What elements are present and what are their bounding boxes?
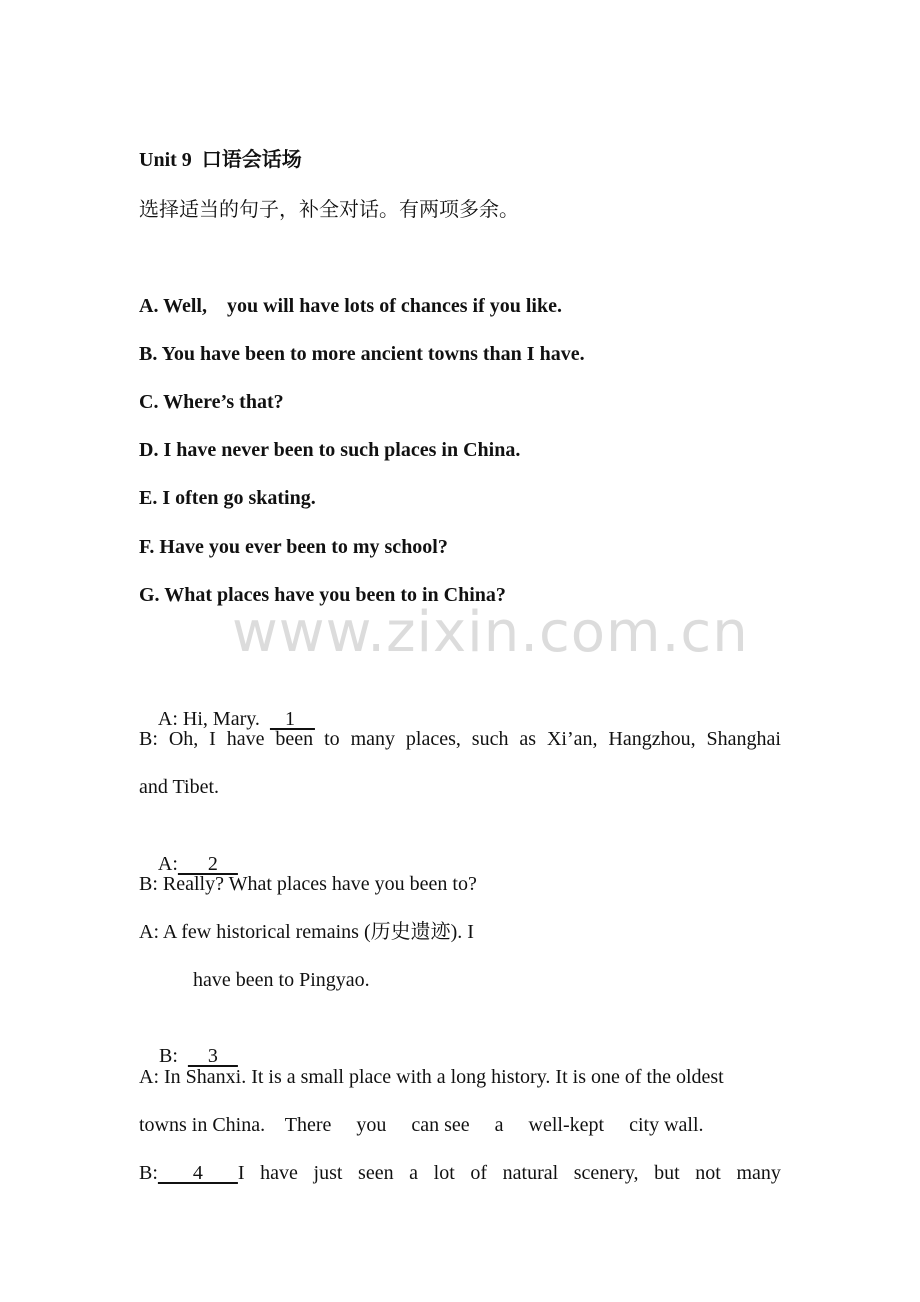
word: just [313, 1162, 343, 1184]
word: but [654, 1162, 680, 1184]
word: places, [405, 728, 461, 750]
blank-3: 3 [187, 1045, 238, 1067]
option-b: B. You have been to more ancient towns than I have. [139, 343, 585, 365]
unit-title: Unit 9 口语会话场 [139, 149, 302, 171]
dialogue-line-7: have been to Pingyao. [193, 969, 370, 991]
dialogue-line-1-text: A: Hi, Mary. [157, 708, 270, 730]
dialogue-line-3: and Tibet. [139, 776, 220, 798]
dialogue-line-9: A: In Shanxi. It is a small place with a long history. It is one of the oldest [139, 1066, 724, 1088]
option-e: E. I often go skating. [139, 487, 316, 509]
dialogue-line-2 [139, 725, 781, 753]
option-f: F. Have you ever been to my school? [139, 536, 448, 558]
blank-4: 4 [157, 1162, 238, 1184]
dialogue-line-4-text: A: [157, 853, 178, 875]
word: seen [358, 1162, 394, 1184]
word: as [519, 728, 537, 750]
dialogue-line-8-text: B: [159, 1045, 188, 1067]
word: scenery, [573, 1162, 639, 1184]
blank-1: 1 [269, 708, 315, 730]
watermark: www.zixin.com.cn [232, 600, 749, 665]
word: have [226, 728, 265, 750]
word: to [324, 728, 340, 750]
word: Oh, [168, 728, 199, 750]
word: many [736, 1162, 781, 1184]
word: Hangzhou, [608, 728, 696, 750]
word: been [275, 728, 314, 750]
word: have [260, 1162, 298, 1184]
word: a [409, 1162, 419, 1184]
word: Shanghai [706, 728, 781, 750]
word: not [695, 1162, 721, 1184]
word: of [470, 1162, 488, 1184]
word: natural [502, 1162, 559, 1184]
option-c: C. Where’s that? [139, 391, 284, 413]
word: Xi’an, [546, 728, 598, 750]
word: I [209, 728, 216, 750]
word: lot [433, 1162, 455, 1184]
instruction-text: 选择适当的句子，补全对话。有两项多余。 [139, 199, 519, 221]
dialogue-line-11-text: B: [139, 1162, 158, 1184]
option-a: A. Well, you will have lots of chances if you like. [139, 295, 562, 317]
word: B: [139, 728, 158, 750]
dialogue-line-5: B: Really? What places have you been to? [139, 873, 477, 895]
blank-2: 2 [177, 853, 238, 875]
dialogue-line-11 [139, 1159, 781, 1187]
word: many [350, 728, 395, 750]
dialogue-line-6: A: A few historical remains (历史遗迹). I [139, 921, 474, 943]
option-d: D. I have never been to such places in China. [139, 439, 521, 461]
word: I [237, 1162, 245, 1184]
option-g: G. What places have you been to in China? [139, 584, 506, 606]
dialogue-line-10: towns in China. There you can see a well-kept city wall. [139, 1114, 704, 1136]
word: such [471, 728, 509, 750]
blank-4-group [139, 1159, 245, 1187]
